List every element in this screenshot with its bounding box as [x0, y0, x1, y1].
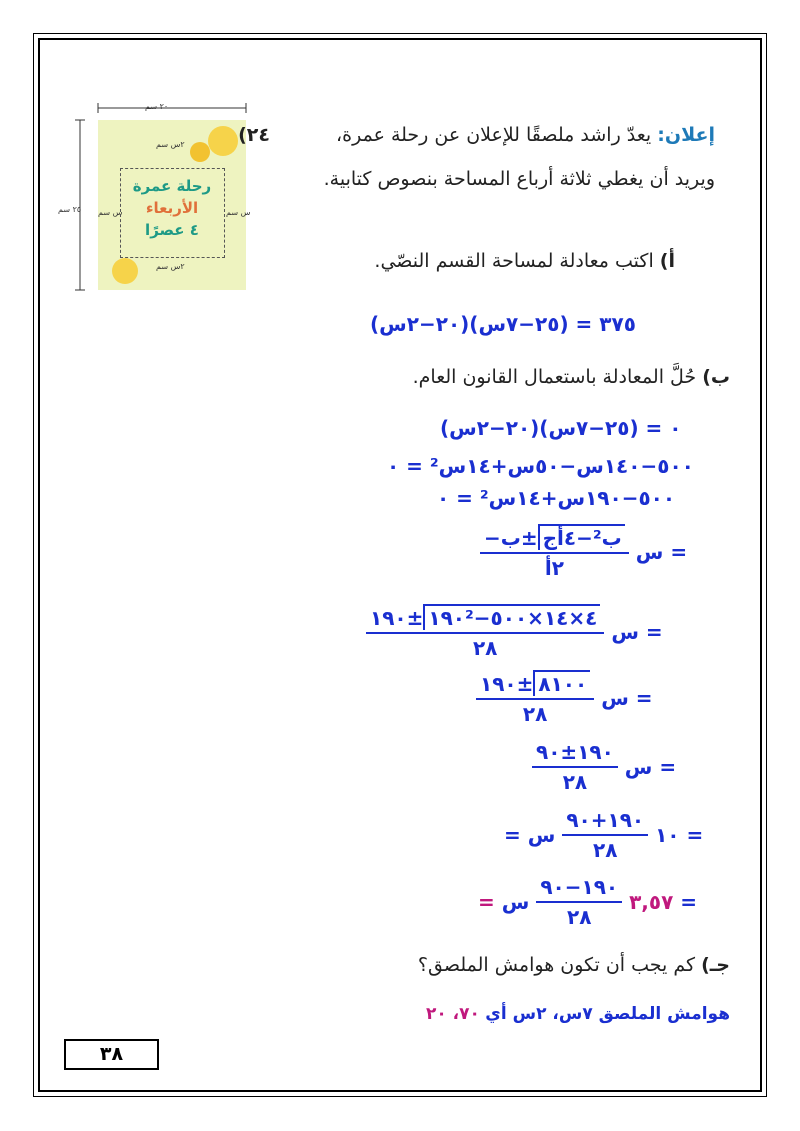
flower-top-right-small [190, 142, 210, 162]
poster-margin-top: ٢س سم [156, 140, 185, 149]
root-2: = ٣,٥٧ $\frac{١٩٠-٩٠}{٢٨}$ س = [478, 875, 698, 929]
poster-margin-bottom: ٢س سم [156, 262, 185, 271]
poster-width-label: ٢٠ سم [145, 102, 169, 111]
page-number: ٣٨ [64, 1039, 159, 1070]
quadratic-formula-fraction: $\frac{\text{−ب± ب²−٤أج}}{\text{٢أ}}$ [480, 524, 629, 580]
problem-number: ٢٤) [238, 124, 270, 146]
substitution-3: $\frac{١٩٠\pm ٩٠}{٢٨}$ س = [532, 740, 676, 794]
part-b-question: ب) حُلَّ المعادلة باستعمال القانون العام. [412, 366, 730, 388]
part-b-step-2: ٥٠٠−١٤٠س−٥٠س+١٤س² = ٠ [387, 454, 694, 478]
poster-line-1: رحلة عمرة [132, 177, 212, 195]
part-a-question: أ) اكتب معادلة لمساحة القسم النصّي. [374, 250, 675, 272]
poster-line-2: الأربعاء [145, 199, 199, 217]
poster-margin-left: س سم [98, 208, 123, 217]
part-c-answer-values: ٧٠، ٢٠ [425, 1004, 480, 1024]
part-b-step-1: (٢٠−٢س)(٢٥−٧س) = ٠ [440, 416, 682, 440]
poster-margin-right: س سم [226, 208, 251, 217]
problem-line-1 [336, 124, 715, 146]
problem-keyword: إعلان: [657, 124, 715, 146]
part-c-answer [426, 1004, 730, 1024]
poster [98, 120, 251, 290]
poster-height-label: ٢٥ سم [58, 205, 82, 214]
root-2-value: = ٣,٥٧ [478, 890, 674, 914]
problem-line-2: ويريد أن يغطي ثلاثة أرباع المساحة بنصوص كتابية. [323, 168, 715, 190]
quadratic-formula: $\frac{\text{−ب± ب²−٤أج}}{\text{٢أ}}$ س = [480, 524, 687, 580]
part-c-answer-prefix: هوامش الملصق ٧س، ٢س أي [485, 1004, 730, 1024]
root-1: = ١٠ $\frac{١٩٠+٩٠}{٢٨}$ س = [504, 808, 704, 862]
problem-line-1-text: يعدّ راشد ملصقًا للإعلان عن رحلة عمرة، [336, 124, 652, 146]
part-c-question: جـ) كم يجب أن تكون هوامش الملصق؟ [417, 954, 730, 976]
part-b-step-3: ٥٠٠−١٩٠س+١٤س² = ٠ [437, 486, 676, 510]
flower-bottom-left [112, 258, 138, 284]
flower-top-right [208, 126, 238, 156]
substitution-1: $\frac{\text{١٩٠± ١٩٠²−٤×١٤×٥٠٠}}{٢٨}$ س = [366, 604, 663, 660]
poster-line-3: ٤ عصرًا [145, 221, 199, 239]
part-a-answer: (٢٠−٢س)(٢٥−٧س) = ٣٧٥ [370, 312, 636, 336]
substitution-2: $\frac{١٩٠\pm ٨١٠٠}{٢٨}$ س = [476, 670, 653, 726]
